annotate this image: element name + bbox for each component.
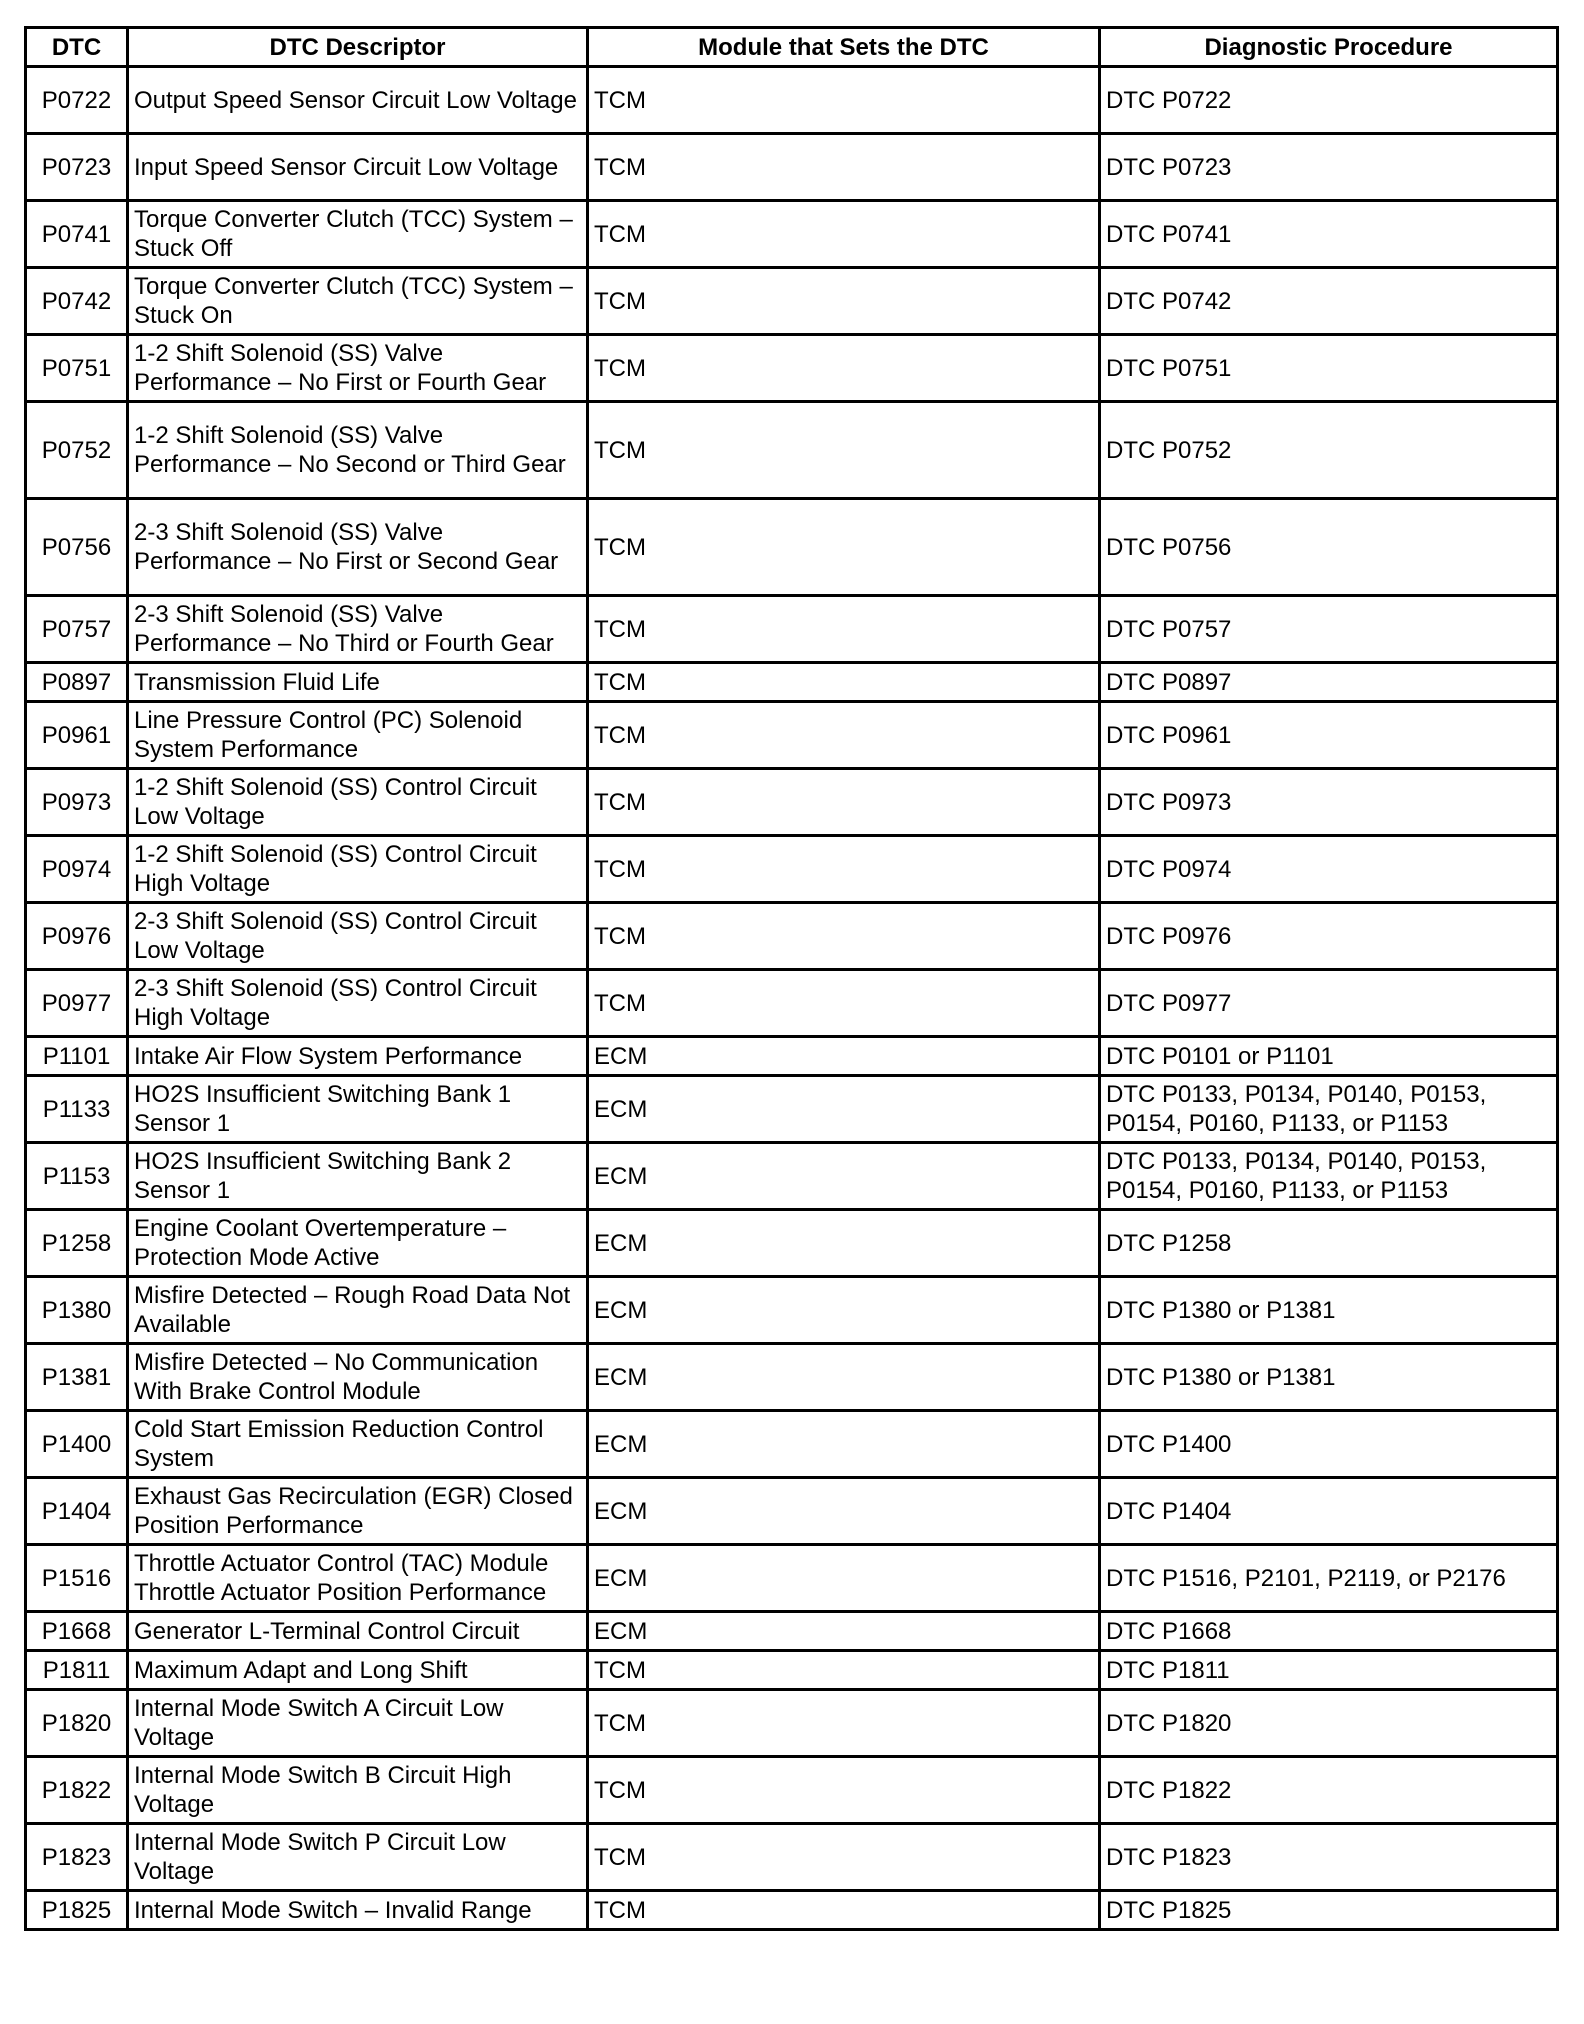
cell-descriptor: 1-2 Shift Solenoid (SS) Valve Performance – No Second or Third Gear xyxy=(128,402,588,499)
cell-procedure: DTC P0977 xyxy=(1100,970,1558,1037)
cell-dtc: P0961 xyxy=(26,702,128,769)
header-dtc: DTC xyxy=(26,28,128,67)
cell-procedure: DTC P1404 xyxy=(1100,1478,1558,1545)
table-row xyxy=(26,402,1558,499)
table-row xyxy=(26,1824,1558,1891)
cell-descriptor: Misfire Detected – No Communication With Brake Control Module xyxy=(128,1344,588,1411)
cell-dtc: P0751 xyxy=(26,335,128,402)
cell-procedure: DTC P1380 or P1381 xyxy=(1100,1277,1558,1344)
cell-procedure: DTC P1380 or P1381 xyxy=(1100,1344,1558,1411)
table-row xyxy=(26,1076,1558,1143)
cell-dtc: P0976 xyxy=(26,903,128,970)
cell-procedure: DTC P0101 or P1101 xyxy=(1100,1037,1558,1076)
table-row xyxy=(26,970,1558,1037)
cell-module: ECM xyxy=(588,1478,1100,1545)
table-row xyxy=(26,1037,1558,1076)
cell-descriptor: Exhaust Gas Recirculation (EGR) Closed Position Performance xyxy=(128,1478,588,1545)
table-row xyxy=(26,1612,1558,1651)
cell-dtc: P1822 xyxy=(26,1757,128,1824)
cell-procedure: DTC P0897 xyxy=(1100,663,1558,702)
cell-dtc: P1825 xyxy=(26,1891,128,1930)
cell-descriptor: Transmission Fluid Life xyxy=(128,663,588,702)
cell-module: ECM xyxy=(588,1277,1100,1344)
cell-module: ECM xyxy=(588,1143,1100,1210)
cell-descriptor: Internal Mode Switch A Circuit Low Voltage xyxy=(128,1690,588,1757)
cell-module: ECM xyxy=(588,1411,1100,1478)
cell-dtc: P1381 xyxy=(26,1344,128,1411)
cell-procedure: DTC P0742 xyxy=(1100,268,1558,335)
cell-descriptor: 2-3 Shift Solenoid (SS) Valve Performance – No First or Second Gear xyxy=(128,499,588,596)
table-row xyxy=(26,1478,1558,1545)
table-row xyxy=(26,1210,1558,1277)
table-row xyxy=(26,1344,1558,1411)
cell-module: TCM xyxy=(588,134,1100,201)
table-row xyxy=(26,1143,1558,1210)
cell-procedure: DTC P1400 xyxy=(1100,1411,1558,1478)
cell-module: TCM xyxy=(588,499,1100,596)
cell-procedure: DTC P1822 xyxy=(1100,1757,1558,1824)
cell-procedure: DTC P0722 xyxy=(1100,67,1558,134)
cell-dtc: P1380 xyxy=(26,1277,128,1344)
table-row xyxy=(26,1545,1558,1612)
table-header xyxy=(26,28,1558,67)
cell-module: TCM xyxy=(588,903,1100,970)
cell-procedure: DTC P0961 xyxy=(1100,702,1558,769)
cell-descriptor: 1-2 Shift Solenoid (SS) Control Circuit High Voltage xyxy=(128,836,588,903)
cell-dtc: P1101 xyxy=(26,1037,128,1076)
cell-descriptor: Internal Mode Switch – Invalid Range xyxy=(128,1891,588,1930)
table-row xyxy=(26,596,1558,663)
cell-descriptor: 2-3 Shift Solenoid (SS) Control Circuit Low Voltage xyxy=(128,903,588,970)
cell-dtc: P0897 xyxy=(26,663,128,702)
cell-procedure: DTC P0723 xyxy=(1100,134,1558,201)
cell-descriptor: Output Speed Sensor Circuit Low Voltage xyxy=(128,67,588,134)
cell-dtc: P1153 xyxy=(26,1143,128,1210)
cell-dtc: P1404 xyxy=(26,1478,128,1545)
cell-dtc: P0723 xyxy=(26,134,128,201)
cell-procedure: DTC P1258 xyxy=(1100,1210,1558,1277)
cell-procedure: DTC P0751 xyxy=(1100,335,1558,402)
cell-descriptor: Input Speed Sensor Circuit Low Voltage xyxy=(128,134,588,201)
cell-dtc: P1823 xyxy=(26,1824,128,1891)
cell-descriptor: Internal Mode Switch B Circuit High Voltage xyxy=(128,1757,588,1824)
cell-dtc: P1400 xyxy=(26,1411,128,1478)
cell-procedure: DTC P0974 xyxy=(1100,836,1558,903)
header-descriptor: DTC Descriptor xyxy=(128,28,588,67)
table-row xyxy=(26,499,1558,596)
table-row xyxy=(26,67,1558,134)
table-row xyxy=(26,836,1558,903)
cell-procedure: DTC P0752 xyxy=(1100,402,1558,499)
cell-procedure: DTC P1516, P2101, P2119, or P2176 xyxy=(1100,1545,1558,1612)
cell-module: TCM xyxy=(588,596,1100,663)
cell-dtc: P1811 xyxy=(26,1651,128,1690)
cell-descriptor: 2-3 Shift Solenoid (SS) Valve Performance – No Third or Fourth Gear xyxy=(128,596,588,663)
cell-dtc: P1668 xyxy=(26,1612,128,1651)
table-row xyxy=(26,1277,1558,1344)
cell-module: ECM xyxy=(588,1210,1100,1277)
dtc-table xyxy=(24,26,1559,1931)
table-row xyxy=(26,702,1558,769)
cell-module: TCM xyxy=(588,702,1100,769)
cell-dtc: P1133 xyxy=(26,1076,128,1143)
cell-descriptor: Throttle Actuator Control (TAC) Module Throttle Actuator Position Performance xyxy=(128,1545,588,1612)
cell-procedure: DTC P0756 xyxy=(1100,499,1558,596)
table-row xyxy=(26,1757,1558,1824)
cell-dtc: P0756 xyxy=(26,499,128,596)
table-body xyxy=(26,67,1558,1930)
cell-module: TCM xyxy=(588,335,1100,402)
cell-descriptor: HO2S Insufficient Switching Bank 2 Sensor 1 xyxy=(128,1143,588,1210)
cell-descriptor: Cold Start Emission Reduction Control System xyxy=(128,1411,588,1478)
cell-descriptor: Torque Converter Clutch (TCC) System – Stuck Off xyxy=(128,201,588,268)
cell-dtc: P0974 xyxy=(26,836,128,903)
cell-descriptor: HO2S Insufficient Switching Bank 1 Sensor 1 xyxy=(128,1076,588,1143)
cell-procedure: DTC P1811 xyxy=(1100,1651,1558,1690)
cell-descriptor: Maximum Adapt and Long Shift xyxy=(128,1651,588,1690)
cell-dtc: P1820 xyxy=(26,1690,128,1757)
cell-procedure: DTC P0973 xyxy=(1100,769,1558,836)
cell-procedure: DTC P0757 xyxy=(1100,596,1558,663)
table-row xyxy=(26,1411,1558,1478)
cell-module: ECM xyxy=(588,1344,1100,1411)
table-row xyxy=(26,903,1558,970)
cell-procedure: DTC P1825 xyxy=(1100,1891,1558,1930)
cell-module: TCM xyxy=(588,1824,1100,1891)
cell-descriptor: Line Pressure Control (PC) Solenoid System Performance xyxy=(128,702,588,769)
cell-module: ECM xyxy=(588,1076,1100,1143)
cell-module: TCM xyxy=(588,402,1100,499)
cell-module: TCM xyxy=(588,1651,1100,1690)
cell-procedure: DTC P1820 xyxy=(1100,1690,1558,1757)
cell-descriptor: Generator L-Terminal Control Circuit xyxy=(128,1612,588,1651)
cell-procedure: DTC P0133, P0134, P0140, P0153, P0154, P0160, P1133, or P1153 xyxy=(1100,1143,1558,1210)
cell-procedure: DTC P1668 xyxy=(1100,1612,1558,1651)
cell-procedure: DTC P0976 xyxy=(1100,903,1558,970)
cell-module: TCM xyxy=(588,970,1100,1037)
cell-descriptor: Misfire Detected – Rough Road Data Not Available xyxy=(128,1277,588,1344)
table-row xyxy=(26,134,1558,201)
cell-descriptor: 1-2 Shift Solenoid (SS) Valve Performance – No First or Fourth Gear xyxy=(128,335,588,402)
cell-procedure: DTC P1823 xyxy=(1100,1824,1558,1891)
header-procedure: Diagnostic Procedure xyxy=(1100,28,1558,67)
table-row xyxy=(26,1651,1558,1690)
cell-dtc: P1516 xyxy=(26,1545,128,1612)
cell-procedure: DTC P0133, P0134, P0140, P0153, P0154, P0160, P1133, or P1153 xyxy=(1100,1076,1558,1143)
table-row xyxy=(26,769,1558,836)
cell-module: TCM xyxy=(588,67,1100,134)
table-row xyxy=(26,335,1558,402)
cell-dtc: P0742 xyxy=(26,268,128,335)
cell-module: ECM xyxy=(588,1545,1100,1612)
cell-module: TCM xyxy=(588,201,1100,268)
cell-descriptor: Engine Coolant Overtemperature – Protection Mode Active xyxy=(128,1210,588,1277)
cell-module: TCM xyxy=(588,1891,1100,1930)
cell-dtc: P0741 xyxy=(26,201,128,268)
header-row xyxy=(26,28,1558,67)
cell-module: TCM xyxy=(588,663,1100,702)
cell-module: TCM xyxy=(588,268,1100,335)
cell-descriptor: 1-2 Shift Solenoid (SS) Control Circuit Low Voltage xyxy=(128,769,588,836)
cell-descriptor: 2-3 Shift Solenoid (SS) Control Circuit High Voltage xyxy=(128,970,588,1037)
table-row xyxy=(26,1690,1558,1757)
cell-procedure: DTC P0741 xyxy=(1100,201,1558,268)
cell-module: TCM xyxy=(588,1690,1100,1757)
cell-dtc: P1258 xyxy=(26,1210,128,1277)
cell-dtc: P0722 xyxy=(26,67,128,134)
cell-dtc: P0752 xyxy=(26,402,128,499)
cell-descriptor: Intake Air Flow System Performance xyxy=(128,1037,588,1076)
cell-dtc: P0757 xyxy=(26,596,128,663)
cell-dtc: P0977 xyxy=(26,970,128,1037)
cell-descriptor: Torque Converter Clutch (TCC) System – Stuck On xyxy=(128,268,588,335)
cell-module: TCM xyxy=(588,769,1100,836)
cell-module: TCM xyxy=(588,836,1100,903)
cell-module: ECM xyxy=(588,1612,1100,1651)
table-row xyxy=(26,1891,1558,1930)
table-row xyxy=(26,201,1558,268)
cell-module: ECM xyxy=(588,1037,1100,1076)
cell-module: TCM xyxy=(588,1757,1100,1824)
header-module: Module that Sets the DTC xyxy=(588,28,1100,67)
table-row xyxy=(26,663,1558,702)
cell-descriptor: Internal Mode Switch P Circuit Low Voltage xyxy=(128,1824,588,1891)
table-row xyxy=(26,268,1558,335)
cell-dtc: P0973 xyxy=(26,769,128,836)
